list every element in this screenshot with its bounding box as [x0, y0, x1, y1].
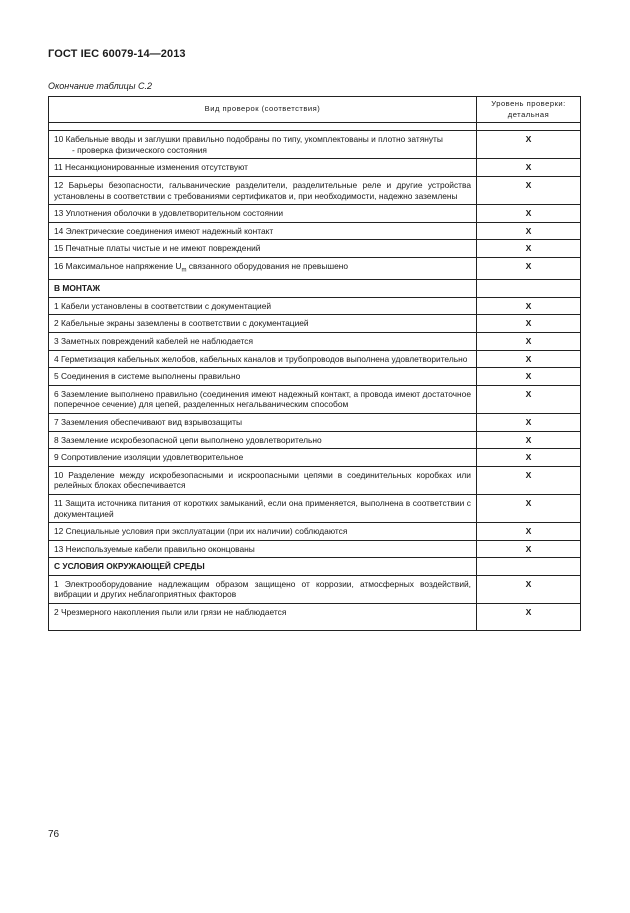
level-mark: X	[477, 413, 581, 431]
level-mark: X	[477, 222, 581, 240]
level-mark: X	[477, 449, 581, 467]
level-mark: X	[477, 575, 581, 603]
level-mark: X	[477, 431, 581, 449]
check-description	[49, 494, 477, 522]
check-description	[49, 368, 477, 386]
check-description	[49, 257, 477, 279]
level-mark	[477, 280, 581, 298]
table-row	[49, 575, 581, 603]
section-row	[49, 558, 581, 576]
level-mark: X	[477, 131, 581, 159]
table-row	[49, 466, 581, 494]
table-row	[49, 131, 581, 159]
check-text: 11 Несанкционированные изменения отсутствуют	[54, 162, 249, 173]
check-text: 13 Неиспользуемые кабели правильно оконцованы	[54, 543, 255, 554]
table-row	[49, 431, 581, 449]
check-description	[49, 449, 477, 467]
check-text: 1 Электрооборудование надлежащим образом защищено от коррозии, атмосферных воздействий, вибрации и других неблагоприятных факторов	[54, 578, 471, 600]
check-text: 2 Чрезмерного накопления пыли или грязи не наблюдается	[54, 607, 287, 618]
check-description	[49, 297, 477, 315]
table-header-row	[49, 97, 581, 123]
table-row	[49, 523, 581, 541]
header-check-type: Вид проверок (соответствия)	[49, 97, 477, 123]
check-subitem: - проверка физического состояния	[72, 144, 207, 155]
check-text: 11 Защита источника питания от коротких замыканий, если она применяется, выполнена в соответствии с документацией	[54, 497, 471, 519]
level-mark: X	[477, 385, 581, 413]
check-text: 10 Кабельные вводы и заглушки правильно подобраны по типу, укомплектованы и плотно затянуты	[54, 134, 443, 145]
check-text: 15 Печатные платы чистые и не имеют повреждений	[54, 243, 261, 254]
table-row	[49, 315, 581, 333]
check-description	[49, 240, 477, 258]
level-mark: X	[477, 523, 581, 541]
table-row	[49, 604, 581, 631]
table-caption: Окончание таблицы С.2	[48, 81, 152, 91]
check-text: 12 Барьеры безопасности, гальванические разделители, разделительные реле и другие устройства установлены в соответствии с требованиями сертификатов и, при необходимости, надежно заземлены	[54, 179, 471, 201]
check-description	[49, 523, 477, 541]
check-text: 2 Кабельные экраны заземлены в соответствии с документацией	[54, 318, 309, 329]
table-row	[49, 205, 581, 223]
check-text: С УСЛОВИЯ ОКРУЖАЮЩЕЙ СРЕДЫ	[54, 561, 205, 572]
section-row	[49, 280, 581, 298]
check-text: 12 Специальные условия при эксплуатации (при их наличии) соблюдаются	[54, 526, 348, 537]
check-description	[49, 315, 477, 333]
level-mark: X	[477, 205, 581, 223]
level-mark: X	[477, 494, 581, 522]
table-row	[49, 540, 581, 558]
level-mark: X	[477, 240, 581, 258]
check-description	[49, 385, 477, 413]
check-description	[49, 558, 477, 576]
header-check-level	[477, 97, 581, 123]
check-text: 16 Максимальное напряжение U	[54, 260, 182, 271]
check-description	[49, 350, 477, 368]
check-description	[49, 413, 477, 431]
check-description	[49, 131, 477, 159]
check-text-cont: связанного оборудования не превышено	[186, 260, 349, 271]
level-mark: X	[477, 466, 581, 494]
check-description	[49, 466, 477, 494]
check-text: 10 Разделение между искробезопасными и искроопасными цепями в соединительных коробках или релейных блоках обеспечивается	[54, 469, 471, 491]
table-row	[49, 297, 581, 315]
check-text: 8 Заземление искробезопасной цепи выполнено удовлетворительно	[54, 434, 322, 445]
document-title: ГОСТ IEC 60079-14—2013	[48, 48, 186, 60]
header-level-line1: Уровень проверки:	[491, 99, 566, 108]
level-mark	[477, 558, 581, 576]
level-mark: X	[477, 540, 581, 558]
table-row	[49, 240, 581, 258]
table-row	[49, 494, 581, 522]
check-description	[49, 540, 477, 558]
level-mark: X	[477, 604, 581, 631]
check-description	[49, 332, 477, 350]
check-description	[49, 280, 477, 298]
table-row	[49, 385, 581, 413]
level-mark: X	[477, 350, 581, 368]
table-row	[49, 159, 581, 177]
check-text: 13 Уплотнения оболочки в удовлетворительном состоянии	[54, 208, 283, 219]
check-text: 5 Соединения в системе выполнены правильно	[54, 371, 241, 382]
table-row	[49, 413, 581, 431]
table-row	[49, 449, 581, 467]
check-text: 14 Электрические соединения имеют надежный контакт	[54, 225, 274, 236]
table-row	[49, 332, 581, 350]
level-mark: X	[477, 315, 581, 333]
subscript-m: m	[181, 267, 187, 274]
level-mark: X	[477, 159, 581, 177]
table-row	[49, 368, 581, 386]
check-text: В МОНТАЖ	[54, 283, 101, 294]
check-text: 4 Герметизация кабельных желобов, кабельных каналов и трубопроводов выполнена удовлетворительно	[54, 353, 468, 364]
table-row	[49, 222, 581, 240]
check-text: 9 Сопротивление изоляции удовлетворительное	[54, 452, 244, 463]
table-row	[49, 257, 581, 279]
table-row	[49, 350, 581, 368]
check-description	[49, 159, 477, 177]
level-mark: X	[477, 368, 581, 386]
level-mark: X	[477, 176, 581, 204]
check-text: 1 Кабели установлены в соответствии с документацией	[54, 300, 272, 311]
table-row	[49, 176, 581, 204]
check-text: 6 Заземление выполнено правильно (соединения имеют надежный контакт, а провода имеют достаточное поперечное сечение) для цепей, разделенных негальваническим способом	[54, 388, 471, 410]
level-mark: X	[477, 257, 581, 279]
spacer-row	[49, 123, 581, 131]
check-text: 7 Заземления обеспечивают вид взрывозащиты	[54, 416, 242, 427]
table-body	[49, 123, 581, 631]
check-text: 3 Заметных повреждений кабелей не наблюдается	[54, 335, 253, 346]
check-description	[49, 575, 477, 603]
check-description	[49, 205, 477, 223]
page-number: 76	[48, 829, 60, 840]
check-description	[49, 431, 477, 449]
check-description	[49, 222, 477, 240]
header-level-line2: детальная	[507, 109, 550, 119]
check-description	[49, 176, 477, 204]
level-mark: X	[477, 297, 581, 315]
inspection-table	[48, 96, 581, 631]
check-description	[49, 604, 477, 631]
level-mark: X	[477, 332, 581, 350]
